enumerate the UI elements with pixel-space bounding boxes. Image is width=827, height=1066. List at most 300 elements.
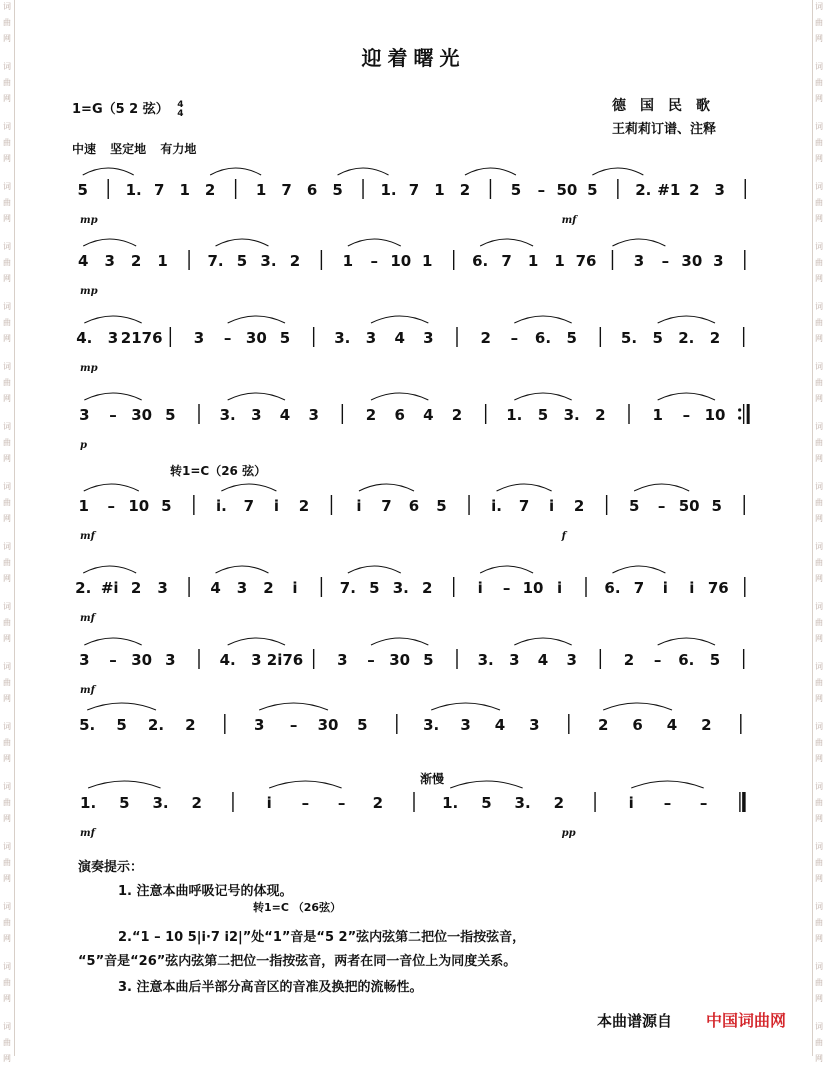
note: 3 (104, 252, 115, 270)
note: 3 (529, 716, 540, 734)
watermark-char: 网 (815, 514, 823, 523)
slur (84, 484, 139, 491)
watermark-char: 网 (3, 334, 11, 343)
time-top: 4 (177, 99, 184, 110)
watermark-char: 曲 (815, 978, 823, 987)
note: 30 (245, 329, 267, 347)
note: 3 (365, 329, 377, 347)
slur (348, 239, 401, 246)
watermark-char: 曲 (3, 1038, 11, 1047)
note: i (477, 579, 483, 597)
watermark-char: 网 (3, 94, 11, 103)
watermark-char: 词 (3, 782, 11, 791)
note: 6. (678, 651, 695, 669)
note: 2 (709, 329, 721, 347)
note: – (510, 329, 519, 347)
note: i (549, 497, 555, 515)
dynamic-marking: mp (80, 286, 98, 297)
note: 2 (689, 181, 700, 199)
note: 3. (392, 579, 409, 597)
slur (83, 168, 134, 175)
slur (221, 484, 276, 491)
note: 5 (587, 181, 598, 199)
note: – (653, 651, 662, 669)
watermark-char: 曲 (3, 18, 11, 27)
note: 5 (652, 329, 663, 347)
note: 3 (251, 651, 262, 669)
note: 7. (207, 252, 224, 270)
watermark-char: 曲 (3, 678, 11, 687)
slur (631, 781, 703, 788)
note: 5 (332, 181, 343, 199)
modulation-marking: 转1=C（26 弦） (170, 464, 267, 478)
watermark-char: 词 (3, 182, 11, 191)
watermark-char: 网 (815, 574, 823, 583)
note: – (663, 794, 672, 812)
watermark-char: 网 (815, 1054, 823, 1063)
note: 2 (185, 716, 196, 734)
slur (634, 484, 689, 491)
note: i (689, 579, 695, 597)
repeat-barline (747, 404, 750, 424)
note: 2 (298, 497, 310, 515)
slur (514, 393, 571, 400)
watermark-char: 曲 (815, 858, 823, 867)
note: – (337, 794, 346, 812)
slur (514, 638, 571, 645)
watermark-char: 词 (815, 482, 823, 491)
watermark-char: 曲 (815, 1038, 823, 1047)
note: 5 (566, 329, 577, 347)
note: 2 (365, 406, 377, 424)
note: 3. (152, 794, 169, 812)
watermark-char: 曲 (815, 198, 823, 207)
watermark-char: 曲 (815, 618, 823, 627)
slur (514, 316, 571, 323)
slur (431, 703, 500, 710)
note: 3. (423, 716, 440, 734)
note: 5 (279, 329, 291, 347)
watermark-char: 网 (3, 154, 11, 163)
note: i (662, 579, 668, 597)
note: – (301, 794, 310, 812)
note: 2176 (120, 329, 163, 347)
slur (83, 566, 136, 573)
note: 2 (130, 252, 142, 270)
repeat-dot (738, 416, 741, 419)
note: i (273, 497, 279, 515)
composer: 德国民歌 (612, 98, 724, 114)
watermark-char: 曲 (815, 798, 823, 807)
dynamic-marking: mf (80, 685, 95, 696)
note: 3 (308, 406, 319, 424)
note: 3 (236, 579, 248, 597)
watermark-char: 曲 (3, 318, 11, 327)
note: 1 (434, 181, 445, 199)
slur (612, 566, 665, 573)
watermark-char: 网 (3, 34, 11, 43)
note: 6. (534, 329, 552, 347)
slur (450, 781, 522, 788)
watermark-char: 曲 (815, 138, 823, 147)
note: 2 (289, 252, 301, 270)
note: #i (100, 579, 119, 597)
slur (338, 168, 389, 175)
note: 5 (537, 406, 549, 424)
note: 3 (633, 252, 645, 270)
note: 2 (623, 651, 635, 669)
watermark-char: 曲 (3, 798, 11, 807)
note: 3 (423, 329, 434, 347)
note: – (537, 181, 546, 199)
slur (84, 638, 141, 645)
watermark-char: 词 (815, 122, 823, 131)
watermark-char: 曲 (3, 558, 11, 567)
slur (612, 239, 665, 246)
watermark-char: 曲 (815, 318, 823, 327)
watermark-char: 网 (815, 694, 823, 703)
note: 6. (604, 579, 621, 597)
note: 50 (556, 181, 578, 199)
note: 2 (204, 181, 216, 199)
watermark-char: 词 (3, 722, 11, 731)
note: 10 (128, 497, 150, 515)
watermark-char: 词 (815, 782, 823, 791)
time-bottom: 4 (177, 108, 184, 119)
note: i. (491, 497, 502, 515)
watermark-char: 网 (815, 634, 823, 643)
watermark-char: 网 (815, 394, 823, 403)
note: – (682, 406, 691, 424)
note: 1 (554, 252, 565, 270)
note: 1 (527, 252, 539, 270)
note: 3. (514, 794, 531, 812)
watermark-char: 词 (815, 902, 823, 911)
note: 2 (553, 794, 565, 812)
watermark-char: 曲 (815, 498, 823, 507)
watermark-char: 网 (815, 814, 823, 823)
slur (603, 703, 672, 710)
watermark-char: 曲 (3, 198, 11, 207)
slur (216, 566, 269, 573)
note: 1 (179, 181, 190, 199)
note: 2 (480, 329, 491, 347)
note: 3 (107, 329, 119, 347)
note: 5 (116, 716, 127, 734)
watermark-char: 网 (815, 754, 823, 763)
note: 3. (563, 406, 580, 424)
note: 2 (573, 497, 585, 515)
watermark-char: 网 (3, 274, 11, 283)
watermark-char: 曲 (815, 678, 823, 687)
note: 2i76 (266, 651, 304, 669)
dynamic-marking: p (80, 440, 87, 451)
watermark-char: 曲 (3, 438, 11, 447)
watermark-char: 曲 (815, 258, 823, 267)
watermark-char: 词 (3, 302, 11, 311)
watermark-char: 词 (3, 2, 11, 11)
note: 4 (666, 716, 678, 734)
note: 3 (566, 651, 577, 669)
note: 4 (78, 252, 89, 270)
note: 7 (501, 252, 512, 270)
note: 2 (701, 716, 712, 734)
note: 5 (510, 181, 522, 199)
watermark-char: 词 (815, 842, 823, 851)
note: 5 (628, 497, 640, 515)
tempo-marking: 中速 坚定地 有力地 (72, 142, 197, 156)
watermark-char: 词 (3, 242, 11, 251)
note: 7 (381, 497, 392, 515)
slur (259, 703, 328, 710)
note: 7. (339, 579, 356, 597)
note: i (266, 794, 272, 812)
slur (210, 168, 261, 175)
note: 30 (131, 651, 153, 669)
note: 30 (389, 651, 411, 669)
note: 3 (713, 252, 724, 270)
watermark-char: 词 (3, 62, 11, 71)
note: 2 (597, 716, 609, 734)
note: 6 (394, 406, 405, 424)
watermark-char: 词 (3, 902, 11, 911)
watermark-char: 曲 (3, 918, 11, 927)
note: – (370, 252, 379, 270)
watermark-char: 词 (3, 962, 11, 971)
note: 5 (423, 651, 434, 669)
watermark-char: 曲 (815, 78, 823, 87)
note: 3 (165, 651, 176, 669)
note: 1 (342, 252, 354, 270)
footer-source: 本曲谱源自 (597, 1012, 673, 1030)
watermark-char: 词 (3, 602, 11, 611)
watermark-char: 曲 (3, 978, 11, 987)
watermark-char: 词 (815, 422, 823, 431)
slur (88, 781, 160, 788)
note: 7 (243, 497, 255, 515)
watermark-char: 网 (815, 334, 823, 343)
note: 30 (681, 252, 703, 270)
watermark-char: 曲 (3, 498, 11, 507)
note: 3 (251, 406, 262, 424)
slur (658, 316, 715, 323)
slur (84, 316, 141, 323)
slur (480, 566, 533, 573)
note: 5 (357, 716, 368, 734)
note: 30 (317, 716, 339, 734)
note: 5 (369, 579, 380, 597)
watermark-char: 曲 (815, 18, 823, 27)
note: 50 (678, 497, 700, 515)
watermark-char: 网 (3, 214, 11, 223)
slur (371, 316, 428, 323)
note: 7 (153, 181, 165, 199)
slur (84, 393, 141, 400)
note: 2 (130, 579, 142, 597)
watermark-char: 网 (3, 394, 11, 403)
note: 3 (509, 651, 520, 669)
watermark-char: 词 (3, 422, 11, 431)
watermark-char: 曲 (3, 738, 11, 747)
note: 2 (595, 406, 606, 424)
watermark-char: 网 (815, 214, 823, 223)
tips-heading: 演奏提示： (78, 860, 144, 875)
tip-2-modulation: 转1=C （26弦） (253, 901, 342, 914)
note: 5 (77, 181, 88, 199)
watermark-char: 词 (3, 122, 11, 131)
note: 2. (635, 181, 652, 199)
note: 3. (477, 651, 494, 669)
note: 4. (219, 651, 236, 669)
watermark-char: 词 (815, 362, 823, 371)
note: i (556, 579, 563, 597)
watermark-char: 词 (3, 1022, 11, 1031)
note: 3 (253, 716, 265, 734)
note: 1. (125, 181, 142, 199)
watermark-char: 词 (815, 182, 823, 191)
note: 2 (191, 794, 202, 812)
note: – (109, 651, 117, 669)
slur (83, 239, 136, 246)
note: 2 (451, 406, 463, 424)
note: 1. (506, 406, 523, 424)
note: 2 (459, 181, 471, 199)
watermark-char: 曲 (3, 78, 11, 87)
note: 5 (436, 497, 447, 515)
tip-1: 1. 注意本曲呼吸记号的体现。 (118, 884, 293, 899)
note: 1 (157, 252, 168, 270)
slur (87, 703, 156, 710)
watermark-char: 词 (3, 362, 11, 371)
note: i (356, 497, 362, 515)
note: 76 (707, 579, 729, 597)
dynamic-marking: f (561, 531, 566, 542)
note: 3 (460, 716, 471, 734)
note: 3 (79, 406, 90, 424)
footer-site-link[interactable]: 中国词曲网 (706, 1011, 787, 1030)
note: 3 (79, 651, 90, 669)
note: 4 (423, 406, 434, 424)
note: 5. (79, 716, 96, 734)
watermark-char: 词 (815, 1022, 823, 1031)
note: 7 (281, 181, 292, 199)
note: 5. (620, 329, 638, 347)
note: 2 (263, 579, 274, 597)
watermark-char: 词 (3, 482, 11, 491)
watermark-char: 网 (815, 34, 823, 43)
dynamic-marking: pp (561, 828, 576, 839)
dynamic-marking: mf (80, 613, 95, 624)
note: – (223, 329, 232, 347)
note: 2 (372, 794, 384, 812)
note: – (699, 794, 708, 812)
watermark-char: 曲 (3, 258, 11, 267)
note: 5 (165, 406, 176, 424)
watermark-char: 曲 (815, 918, 823, 927)
note: 2. (147, 716, 165, 734)
slur (371, 638, 428, 645)
tip-2-line-1: 2.“1 – 10 5|i·7 i2|”处“1”音是“5 2”弦内弦第二把位一指按弦音， (118, 930, 526, 945)
watermark-char: 词 (815, 602, 823, 611)
watermark-char: 词 (815, 962, 823, 971)
watermark-char: 词 (815, 542, 823, 551)
note: 1 (255, 181, 267, 199)
slur (216, 239, 269, 246)
note: – (367, 651, 375, 669)
tip-2-line-2: “5”音是“26”弦内弦第二把位一指按弦音，两者在同一音位上为同度关系。 (78, 954, 517, 969)
dynamic-marking: mp (80, 215, 98, 226)
slur (592, 168, 643, 175)
note: – (661, 252, 670, 270)
note: 3. (334, 329, 351, 347)
note: i (628, 794, 634, 812)
dynamic-marking: mp (80, 363, 98, 374)
watermark-char: 网 (3, 934, 11, 943)
watermark-char: 网 (3, 754, 11, 763)
note: 10 (390, 252, 412, 270)
watermark-char: 网 (815, 154, 823, 163)
note: 1 (652, 406, 663, 424)
watermark-char: 网 (815, 94, 823, 103)
slur (480, 239, 533, 246)
note: 1 (78, 497, 89, 515)
slur (371, 393, 428, 400)
note: – (109, 406, 117, 424)
watermark-char: 网 (3, 694, 11, 703)
watermark-char: 词 (815, 2, 823, 11)
watermark-char: 网 (815, 874, 823, 883)
watermark-char: 词 (815, 722, 823, 731)
dynamic-marking: mf (80, 828, 95, 839)
watermark-char: 曲 (3, 858, 11, 867)
tip-3: 3. 注意本曲后半部分高音区的音准及换把的流畅性。 (118, 980, 423, 995)
note: 5 (161, 497, 172, 515)
watermark-char: 曲 (815, 558, 823, 567)
watermark-char: 网 (3, 454, 11, 463)
watermark-char: 词 (815, 242, 823, 251)
watermark-char: 网 (3, 1054, 11, 1063)
note: #1 (657, 181, 681, 199)
watermark-char: 词 (815, 662, 823, 671)
note: 3. (219, 406, 236, 424)
ritardando-marking: 渐慢 (420, 772, 445, 786)
note: 5 (119, 794, 130, 812)
watermark-char: 网 (3, 514, 11, 523)
slur (497, 484, 552, 491)
note: 1 (422, 252, 433, 270)
note: 10 (522, 579, 544, 597)
repeat-dot (738, 408, 741, 411)
note: 4 (494, 716, 506, 734)
note: – (657, 497, 666, 515)
song-title: 迎着曙光 (361, 46, 466, 70)
note: 7 (408, 181, 420, 199)
slur (228, 316, 285, 323)
note: 3 (714, 181, 725, 199)
note: i (292, 579, 298, 597)
watermark-char: 曲 (815, 378, 823, 387)
note: – (289, 716, 298, 734)
note: 3 (337, 651, 348, 669)
watermark-char: 曲 (3, 618, 11, 627)
note: – (502, 579, 511, 597)
slur (658, 638, 715, 645)
watermark-char: 网 (815, 454, 823, 463)
slur (228, 638, 285, 645)
watermark-char: 词 (3, 842, 11, 851)
watermark-char: 曲 (815, 438, 823, 447)
note: i. (215, 497, 227, 515)
